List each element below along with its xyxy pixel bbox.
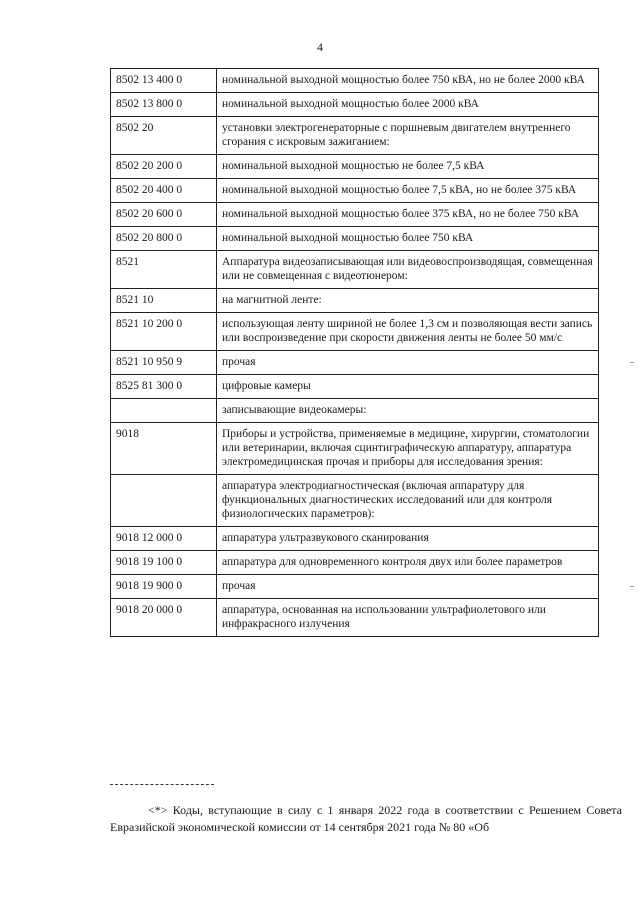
table-row: [111, 289, 599, 313]
row-code: 8502 20 600 0: [111, 203, 217, 227]
row-description: номинальной выходной мощностью более 7,5 кВА, но не более 375 кВА: [217, 179, 599, 203]
table-row: [111, 227, 599, 251]
row-description: прочая: [217, 351, 599, 375]
row-description: номинальной выходной мощностью более 750 кВА, но не более 2000 кВА: [217, 69, 599, 93]
table-row: [111, 313, 599, 351]
footnote-separator: [110, 784, 214, 785]
row-description: аппаратура ультразвукового сканирования: [217, 527, 599, 551]
table-row: [111, 475, 599, 527]
row-code: 8502 13 400 0: [111, 69, 217, 93]
row-code: 8502 20 800 0: [111, 227, 217, 251]
row-description: Приборы и устройства, применяемые в медицине, хирургии, стоматологии или ветеринарии, включая сцинтиграфическую аппаратуру, аппаратура электромедицинская прочая и приборы для исследования зрения:: [217, 423, 599, 475]
row-code: 9018 19 100 0: [111, 551, 217, 575]
row-description: номинальной выходной мощностью не более 7,5 кВА: [217, 155, 599, 179]
row-code: 9018 12 000 0: [111, 527, 217, 551]
table-row: [111, 527, 599, 551]
row-code: 8521 10 200 0: [111, 313, 217, 351]
page-number: 4: [317, 40, 323, 54]
row-code: 8525 81 300 0: [111, 375, 217, 399]
table-row: [111, 69, 599, 93]
row-code: 8502 20: [111, 117, 217, 155]
row-description: записывающие видеокамеры:: [217, 399, 599, 423]
table-row: [111, 117, 599, 155]
row-description: прочая: [217, 575, 599, 599]
table-row: [111, 203, 599, 227]
row-code: 8502 20 400 0: [111, 179, 217, 203]
row-code: 9018: [111, 423, 217, 475]
table-row: [111, 179, 599, 203]
footnote-text: <*> Коды, вступающие в силу с 1 января 2022 года в соответствии с Решением Совета Евразийской экономической комиссии от 14 сентября 2021 года № 80 «Об: [110, 803, 622, 834]
table-row: [111, 155, 599, 179]
table-body: [111, 69, 599, 637]
row-description: номинальной выходной мощностью более 750 кВА: [217, 227, 599, 251]
row-code: 8521: [111, 251, 217, 289]
row-code: 9018 19 900 0: [111, 575, 217, 599]
codes-table: [110, 68, 599, 637]
row-code: 8502 13 800 0: [111, 93, 217, 117]
row-code: [111, 475, 217, 527]
row-description: аппаратура, основанная на использовании ультрафиолетового или инфракрасного излучения: [217, 599, 599, 637]
row-description: установки электрогенераторные с поршневым двигателем внутреннего сгорания с искровым зажиганием:: [217, 117, 599, 155]
table-row: [111, 375, 599, 399]
row-description: номинальной выходной мощностью более 375 кВА, но не более 750 кВА: [217, 203, 599, 227]
margin-mark: [630, 586, 634, 587]
row-description: номинальной выходной мощностью более 2000 кВА: [217, 93, 599, 117]
table-row: [111, 251, 599, 289]
row-code: [111, 399, 217, 423]
row-code: 9018 20 000 0: [111, 599, 217, 637]
row-code: 8521 10: [111, 289, 217, 313]
row-description: Аппаратура видеозаписывающая или видеовоспроизводящая, совмещенная или не совмещенная с видеотюнером:: [217, 251, 599, 289]
row-description: цифровые камеры: [217, 375, 599, 399]
row-description: на магнитной ленте:: [217, 289, 599, 313]
table-row: [111, 551, 599, 575]
table-row: [111, 599, 599, 637]
table-row: [111, 423, 599, 475]
margin-mark: [630, 362, 634, 363]
row-description: аппаратура для одновременного контроля двух или более параметров: [217, 551, 599, 575]
table-row: [111, 351, 599, 375]
row-code: 8521 10 950 9: [111, 351, 217, 375]
row-description: аппаратура электродиагностическая (включая аппаратуру для функциональных диагностических исследований или для контроля физиологических параметров):: [217, 475, 599, 527]
row-description: использующая ленту шириной не более 1,3 см и позволяющая вести запись или воспроизведение при скорости движения ленты не более 50 мм/с: [217, 313, 599, 351]
table-row: [111, 399, 599, 423]
table-row: [111, 575, 599, 599]
row-code: 8502 20 200 0: [111, 155, 217, 179]
table-row: [111, 93, 599, 117]
